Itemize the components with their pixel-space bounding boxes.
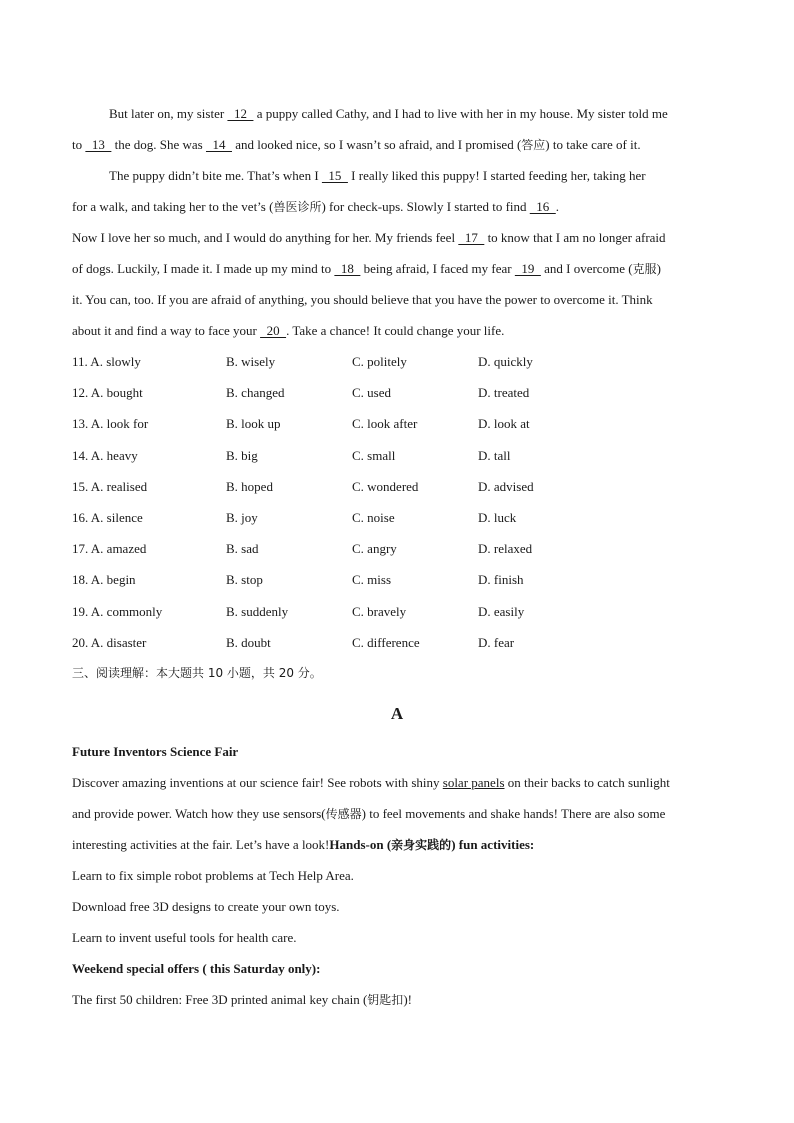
passage-text: interesting activities at the fair. Let’s have a look!: [72, 836, 330, 852]
cloze-text: to: [72, 137, 86, 152]
option-d: D. look at: [478, 416, 530, 432]
question-row: [72, 502, 722, 533]
chinese-gloss: 亲身实践的: [391, 837, 452, 852]
activity-item: Learn to invent useful tools for health care.: [72, 929, 297, 945]
cloze-text: I really liked this puppy! I started feeding her, taking her: [347, 168, 646, 183]
option-c: C. angry: [352, 541, 397, 557]
option-a: 16. A. silence: [72, 509, 143, 525]
blank-16: 16: [529, 199, 556, 214]
question-row: [72, 377, 722, 408]
option-c: C. miss: [352, 572, 392, 588]
cloze-line: [72, 160, 722, 191]
option-d: D. luck: [478, 509, 517, 525]
passage-text: ) to feel movements and shake hands! There are also some: [361, 805, 666, 821]
passage-title: Future Inventors Science Fair: [72, 743, 239, 759]
cloze-line: [72, 222, 722, 253]
cloze-text: and I overcome (: [540, 261, 633, 276]
chinese-gloss: 钥匙扣: [367, 992, 404, 1007]
passage-text: and provide power. Watch how they use sensors(: [72, 805, 326, 821]
option-b: B. sad: [226, 541, 259, 557]
cloze-line: [72, 253, 722, 284]
options-list: [72, 346, 722, 658]
option-b: B. hoped: [226, 478, 273, 494]
cloze-line: [72, 284, 722, 315]
passage-line: [72, 798, 722, 829]
document-page: [72, 98, 722, 1015]
option-c: C. look after: [352, 416, 418, 432]
chinese-gloss: 传感器: [325, 806, 362, 821]
option-a: 15. A. realised: [72, 478, 148, 494]
blank-17: 17: [458, 230, 485, 245]
passage-line: [72, 767, 722, 798]
question-row: [72, 440, 722, 471]
option-d: D. quickly: [478, 354, 533, 369]
question-row: [72, 533, 722, 564]
cloze-text: being afraid, I faced my fear: [360, 261, 515, 276]
cloze-line: [72, 98, 722, 129]
cloze-text: about it and find a way to face your: [72, 323, 261, 338]
option-a: 19. A. commonly: [72, 603, 163, 619]
option-d: D. treated: [478, 385, 530, 401]
cloze-text: and looked nice, so I wasn’t so afraid, and I promised (: [231, 137, 522, 152]
cloze-text: the dog. She was: [111, 137, 206, 152]
cloze-text: Now I love her so much, and I would do anything for her. My friends feel: [72, 230, 459, 245]
cloze-line: [72, 315, 722, 346]
option-b: B. look up: [226, 416, 281, 432]
chinese-gloss: 克服: [632, 262, 657, 276]
blank-19: 19: [514, 261, 541, 276]
question-row: [72, 408, 722, 439]
cloze-text: .: [555, 199, 560, 214]
option-c: C. noise: [352, 509, 395, 525]
cloze-line: [72, 129, 722, 160]
option-c: C. wondered: [352, 478, 419, 494]
option-d: D. fear: [478, 634, 515, 650]
blank-14: 14: [205, 137, 232, 152]
option-c: C. small: [352, 447, 396, 463]
chinese-gloss: 兽医诊所: [273, 200, 322, 214]
cloze-text: of dogs. Luckily, I made it. I made up my mind to: [72, 261, 335, 276]
cloze-text: for a walk, and taking her to the vet’s (: [72, 199, 274, 214]
passage-text: on their backs to catch sunlight: [504, 774, 670, 790]
passage-letter: A: [390, 703, 404, 723]
option-d: D. advised: [478, 478, 534, 494]
cloze-text: But later on, my sister: [109, 106, 228, 121]
option-b: B. doubt: [226, 634, 271, 650]
option-a: 12. A. bought: [72, 385, 143, 401]
question-row: [72, 596, 722, 627]
question-row: [72, 627, 722, 658]
question-row: [72, 564, 722, 595]
cloze-text: The puppy didn’t bite me. That’s when I: [109, 168, 322, 183]
option-a: 18. A. begin: [72, 572, 136, 588]
option-b: B. suddenly: [226, 603, 289, 619]
option-a: 11. A. slowly: [72, 354, 141, 369]
option-c: C. bravely: [352, 603, 407, 619]
underlined-phrase: solar panels: [442, 774, 505, 790]
section-heading: 三、阅读理解：本大题共 10 小题，共 20 分。: [72, 665, 322, 680]
option-a: 14. A. heavy: [72, 447, 138, 463]
passage-text: Discover amazing inventions at our science fair! See robots with shiny: [72, 774, 443, 790]
passage-text: The first 50 children: Free 3D printed animal key chain (: [72, 991, 368, 1007]
option-b: B. changed: [226, 385, 285, 401]
activities-heading: Hands-on (: [329, 836, 392, 852]
option-a: 17. A. amazed: [72, 541, 147, 557]
option-b: B. wisely: [226, 354, 276, 369]
cloze-line: [72, 191, 722, 222]
cloze-text: to know that I am no longer afraid: [484, 230, 666, 245]
option-a: 20. A. disaster: [72, 634, 147, 650]
option-b: B. joy: [226, 509, 258, 525]
option-d: D. finish: [478, 572, 524, 588]
chinese-gloss: 答应: [521, 138, 546, 152]
option-b: B. big: [226, 447, 258, 463]
option-a: 13. A. look for: [72, 416, 149, 432]
passage-text: )!: [403, 991, 412, 1007]
option-b: B. stop: [226, 572, 263, 588]
blank-12: 12: [227, 106, 254, 121]
cloze-text: . Take a chance! It could change your life.: [286, 323, 505, 338]
offer-item: [72, 984, 722, 1015]
option-c: C. difference: [352, 634, 420, 650]
passage-line: [72, 829, 722, 860]
activity-item: Download free 3D designs to create your own toys.: [72, 898, 340, 914]
option-d: D. tall: [478, 447, 511, 463]
cloze-text: a puppy called Cathy, and I had to live with her in my house. My sister told me: [253, 106, 668, 121]
option-c: C. politely: [352, 354, 407, 369]
question-row: [72, 471, 722, 502]
cloze-text: ): [656, 261, 661, 276]
cloze-text: ) to take care of it.: [545, 137, 641, 152]
offers-heading: Weekend special offers ( this Saturday only):: [72, 960, 321, 976]
cloze-text: it. You can, too. If you are afraid of anything, you should believe that you have the power to overcome it. Think: [72, 292, 653, 307]
blank-20: 20: [260, 323, 287, 338]
option-c: C. used: [352, 385, 391, 401]
cloze-text: ) for check-ups. Slowly I started to find: [321, 199, 530, 214]
activities-heading: ) fun activities:: [451, 836, 535, 852]
option-d: D. easily: [478, 603, 525, 619]
question-row: [72, 346, 722, 377]
activity-item: Learn to fix simple robot problems at Tech Help Area.: [72, 867, 354, 883]
option-d: D. relaxed: [478, 541, 533, 557]
blank-18: 18: [334, 261, 361, 276]
blank-15: 15: [321, 168, 348, 183]
blank-13: 13: [85, 137, 112, 152]
